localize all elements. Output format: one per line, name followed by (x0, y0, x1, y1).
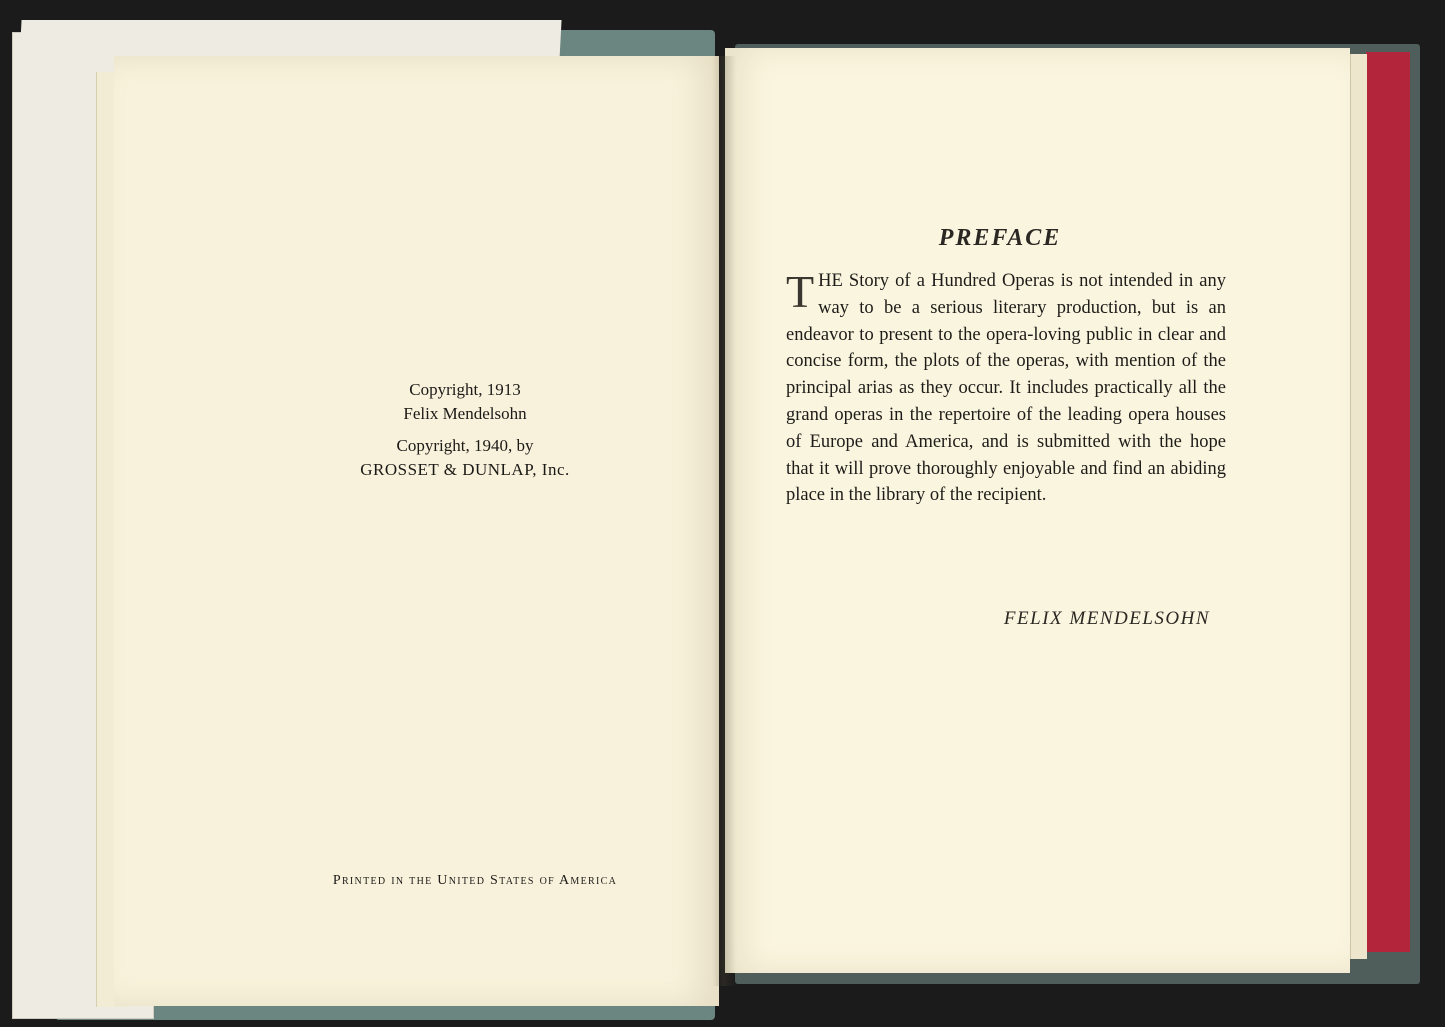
right-page-stack (1350, 54, 1367, 959)
copyright-line-2: Felix Mendelsohn (403, 404, 527, 423)
left-page (114, 56, 719, 1006)
right-page (725, 48, 1350, 973)
red-page-edge (1366, 52, 1410, 952)
copyright-line-3: Copyright, 1940, by (396, 436, 534, 455)
book-gutter (712, 56, 736, 986)
preface-signature: FELIX MENDELSOHN (1003, 608, 1210, 629)
printed-in-line: Printed in the United States of America (332, 873, 618, 888)
copyright-block (330, 378, 600, 482)
preface-title: PREFACE (938, 225, 1062, 251)
preface-text: HE Story of a Hundred Operas is not intended in any way to be a serious literary production, but is an endeavor to present to the opera-loving public in clear and concise form, the plots of the operas, with mention of the principal arias as they occur. It includes practically all the grand operas in the repertoire of the leading opera houses of Europe and America, and is submitted with the hope that it will prove thoroughly enjoyable and find an abiding place in the library of the recipient. (786, 271, 1226, 506)
copyright-line-1: Copyright, 1913 (409, 380, 521, 399)
drop-cap: T (786, 266, 815, 317)
bleed-through-title (270, 110, 322, 170)
preface-body (786, 268, 1226, 509)
publisher-line: GROSSET & DUNLAP, Inc. (360, 460, 570, 479)
